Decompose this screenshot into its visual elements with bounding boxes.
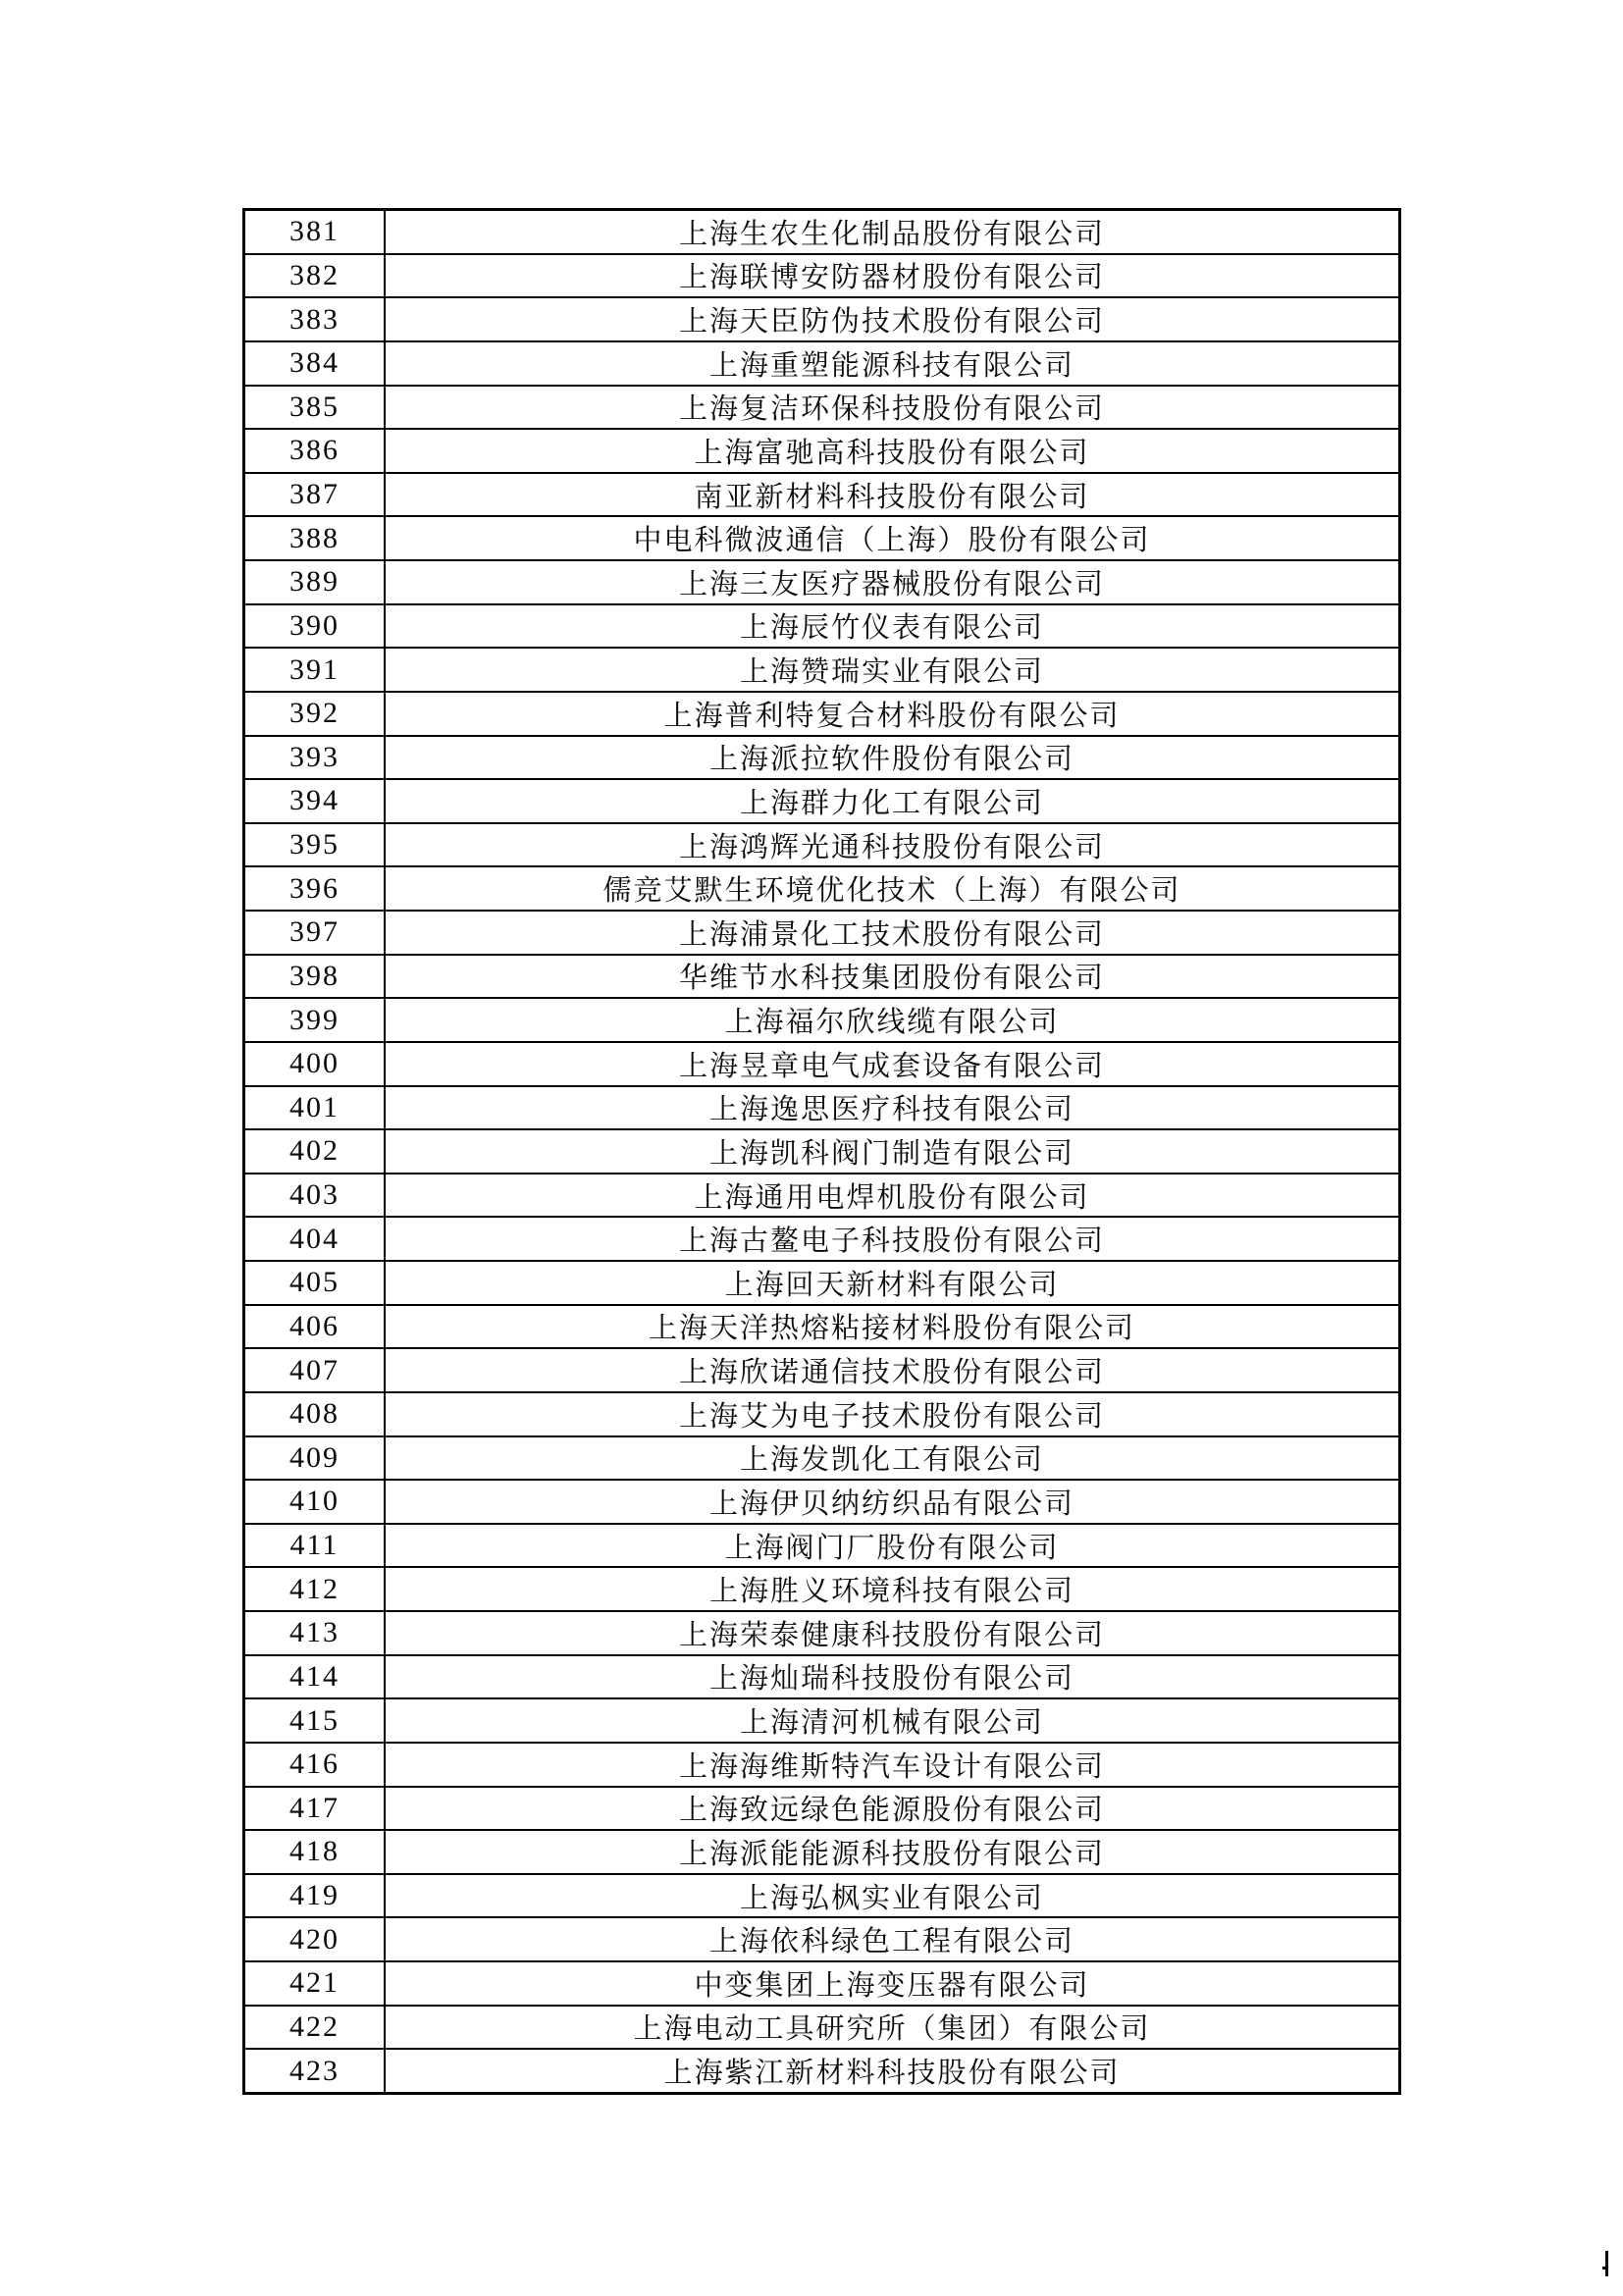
- row-number: 404: [245, 1218, 386, 1260]
- table-row: [245, 865, 1398, 910]
- table-row: [245, 1085, 1398, 1129]
- table-row: [245, 1435, 1398, 1480]
- company-name: 上海复洁环保科技股份有限公司: [678, 393, 1105, 426]
- table-row: [245, 1654, 1398, 1698]
- company-name: 上海发凯化工有限公司: [739, 1444, 1044, 1477]
- company-name: 上海福尔欣线缆有限公司: [724, 1007, 1060, 1039]
- company-name: 上海富驰高科技股份有限公司: [694, 437, 1090, 469]
- table-row: [245, 1479, 1398, 1523]
- company-name: 上海三友医疗器械股份有限公司: [678, 568, 1105, 600]
- company-name: 上海联博安防器材股份有限公司: [678, 262, 1105, 294]
- scan-artifact-mark: [1605, 2251, 1608, 2276]
- table-row: [245, 1041, 1398, 1085]
- row-number: 399: [245, 999, 386, 1041]
- row-number: 410: [245, 1481, 386, 1523]
- company-name: 华维节水科技集团股份有限公司: [678, 963, 1105, 995]
- company-name: 上海通用电焊机股份有限公司: [694, 1181, 1090, 1214]
- table-row: [245, 1697, 1398, 1742]
- row-number: 389: [245, 561, 386, 603]
- row-number: 394: [245, 780, 386, 822]
- company-name: 上海胜义环境科技有限公司: [708, 1576, 1074, 1608]
- table-row: [245, 428, 1398, 472]
- table-row: [245, 1523, 1398, 1567]
- row-number: 407: [245, 1349, 386, 1391]
- table-row: [245, 1610, 1398, 1654]
- row-number: 416: [245, 1744, 386, 1786]
- table-row: [245, 2005, 1398, 2049]
- row-number: 393: [245, 737, 386, 779]
- company-name: 上海生农生化制品股份有限公司: [678, 218, 1105, 250]
- company-name: 儒竞艾默生环境优化技术（上海）有限公司: [602, 875, 1181, 908]
- table-row: [245, 1566, 1398, 1610]
- row-number: 414: [245, 1656, 386, 1698]
- table-row: [245, 472, 1398, 516]
- table-row: [245, 1216, 1398, 1260]
- table-row: [245, 735, 1398, 779]
- row-number: 412: [245, 1568, 386, 1610]
- row-number: 386: [245, 430, 386, 472]
- row-number: 384: [245, 342, 386, 385]
- table-row: [245, 1916, 1398, 1960]
- company-name: 上海天洋热熔粘接材料股份有限公司: [648, 1313, 1135, 1345]
- company-name: 南亚新材料科技股份有限公司: [694, 481, 1090, 513]
- table-row: [245, 691, 1398, 735]
- company-name: 上海紫江新材料科技股份有限公司: [663, 2058, 1121, 2090]
- company-name: 上海浦景化工技术股份有限公司: [678, 918, 1105, 951]
- table-row: [245, 1960, 1398, 2005]
- row-number: 406: [245, 1306, 386, 1348]
- company-name: 上海回天新材料有限公司: [724, 1269, 1060, 1301]
- row-number: 400: [245, 1043, 386, 1085]
- company-name: 上海普利特复合材料股份有限公司: [663, 700, 1121, 732]
- row-number: 411: [245, 1525, 386, 1567]
- table-row: [245, 2048, 1398, 2092]
- company-name: 上海清河机械有限公司: [739, 1707, 1044, 1740]
- row-number: 405: [245, 1262, 386, 1304]
- row-number: 422: [245, 2007, 386, 2049]
- row-number: 418: [245, 1831, 386, 1873]
- row-number: 390: [245, 605, 386, 648]
- row-number: 413: [245, 1612, 386, 1654]
- company-name: 上海天臣防伪技术股份有限公司: [678, 306, 1105, 339]
- table-row: [245, 1304, 1398, 1348]
- company-name: 上海弘枫实业有限公司: [739, 1882, 1044, 1914]
- table-row: [245, 910, 1398, 954]
- company-name: 上海海维斯特汽车设计有限公司: [678, 1750, 1105, 1783]
- company-name: 上海灿瑞科技股份有限公司: [708, 1663, 1074, 1696]
- company-name: 上海古鳌电子科技股份有限公司: [678, 1226, 1105, 1258]
- row-number: 392: [245, 693, 386, 735]
- row-number: 381: [245, 211, 386, 253]
- company-name: 上海赞瑞实业有限公司: [739, 656, 1044, 689]
- table-row: [245, 997, 1398, 1041]
- company-name: 上海鸿辉光通科技股份有限公司: [678, 831, 1105, 863]
- company-name: 上海凯科阀门制造有限公司: [708, 1137, 1074, 1170]
- row-number: 383: [245, 298, 386, 340]
- company-name: 上海荣泰健康科技股份有限公司: [678, 1619, 1105, 1651]
- table-row: [245, 1829, 1398, 1873]
- company-name: 上海逸思医疗科技有限公司: [708, 1094, 1074, 1126]
- company-name: 上海欣诺通信技术股份有限公司: [678, 1357, 1105, 1389]
- table-row: [245, 603, 1398, 648]
- table-row: [245, 515, 1398, 559]
- row-number: 415: [245, 1699, 386, 1742]
- table-row: [245, 1873, 1398, 1917]
- row-number: 403: [245, 1174, 386, 1217]
- table-row: [245, 647, 1398, 691]
- row-number: 417: [245, 1788, 386, 1830]
- company-list-table: [242, 208, 1401, 2095]
- row-number: 402: [245, 1130, 386, 1173]
- table-row: [245, 385, 1398, 429]
- company-name: 上海依科绿色工程有限公司: [708, 1926, 1074, 1958]
- table-row: [245, 296, 1398, 340]
- company-name: 上海伊贝纳纺织品有限公司: [708, 1487, 1074, 1520]
- company-name: 上海阀门厂股份有限公司: [724, 1532, 1060, 1564]
- row-number: 423: [245, 2050, 386, 2092]
- table-row: [245, 559, 1398, 603]
- row-number: 388: [245, 517, 386, 559]
- row-number: 408: [245, 1393, 386, 1435]
- row-number: 401: [245, 1087, 386, 1129]
- row-number: 387: [245, 474, 386, 516]
- company-name: 上海辰竹仪表有限公司: [739, 612, 1044, 645]
- row-number: 395: [245, 824, 386, 866]
- row-number: 396: [245, 867, 386, 910]
- table-row: [245, 778, 1398, 822]
- table-row: [245, 822, 1398, 866]
- company-name: 上海电动工具研究所（集团）有限公司: [633, 2013, 1151, 2046]
- company-name: 上海艾为电子技术股份有限公司: [678, 1400, 1105, 1433]
- company-name: 上海群力化工有限公司: [739, 787, 1044, 819]
- table-row: [245, 954, 1398, 998]
- row-number: 420: [245, 1918, 386, 1960]
- company-name: 上海派能能源科技股份有限公司: [678, 1838, 1105, 1870]
- table-row: [245, 1391, 1398, 1435]
- table-row: [245, 1173, 1398, 1217]
- row-number: 398: [245, 956, 386, 998]
- row-number: 397: [245, 912, 386, 954]
- table-row: [245, 1347, 1398, 1391]
- table-row: [245, 253, 1398, 297]
- row-number: 421: [245, 1962, 386, 2005]
- row-number: 419: [245, 1875, 386, 1917]
- row-number: 385: [245, 387, 386, 429]
- table-row: [245, 340, 1398, 385]
- table-row: [245, 211, 1398, 253]
- table-row: [245, 1786, 1398, 1830]
- company-name: 上海重塑能源科技有限公司: [708, 349, 1074, 382]
- company-name: 上海昱章电气成套设备有限公司: [678, 1050, 1105, 1082]
- row-number: 409: [245, 1437, 386, 1480]
- company-name: 中变集团上海变压器有限公司: [694, 1969, 1090, 2002]
- table-row: [245, 1260, 1398, 1304]
- row-number: 382: [245, 255, 386, 297]
- table-row: [245, 1128, 1398, 1173]
- row-number: 391: [245, 649, 386, 691]
- company-name: 上海派拉软件股份有限公司: [708, 744, 1074, 776]
- table-row: [245, 1742, 1398, 1786]
- company-name: 上海致远绿色能源股份有限公司: [678, 1795, 1105, 1827]
- company-name: 中电科微波通信（上海）股份有限公司: [633, 525, 1151, 557]
